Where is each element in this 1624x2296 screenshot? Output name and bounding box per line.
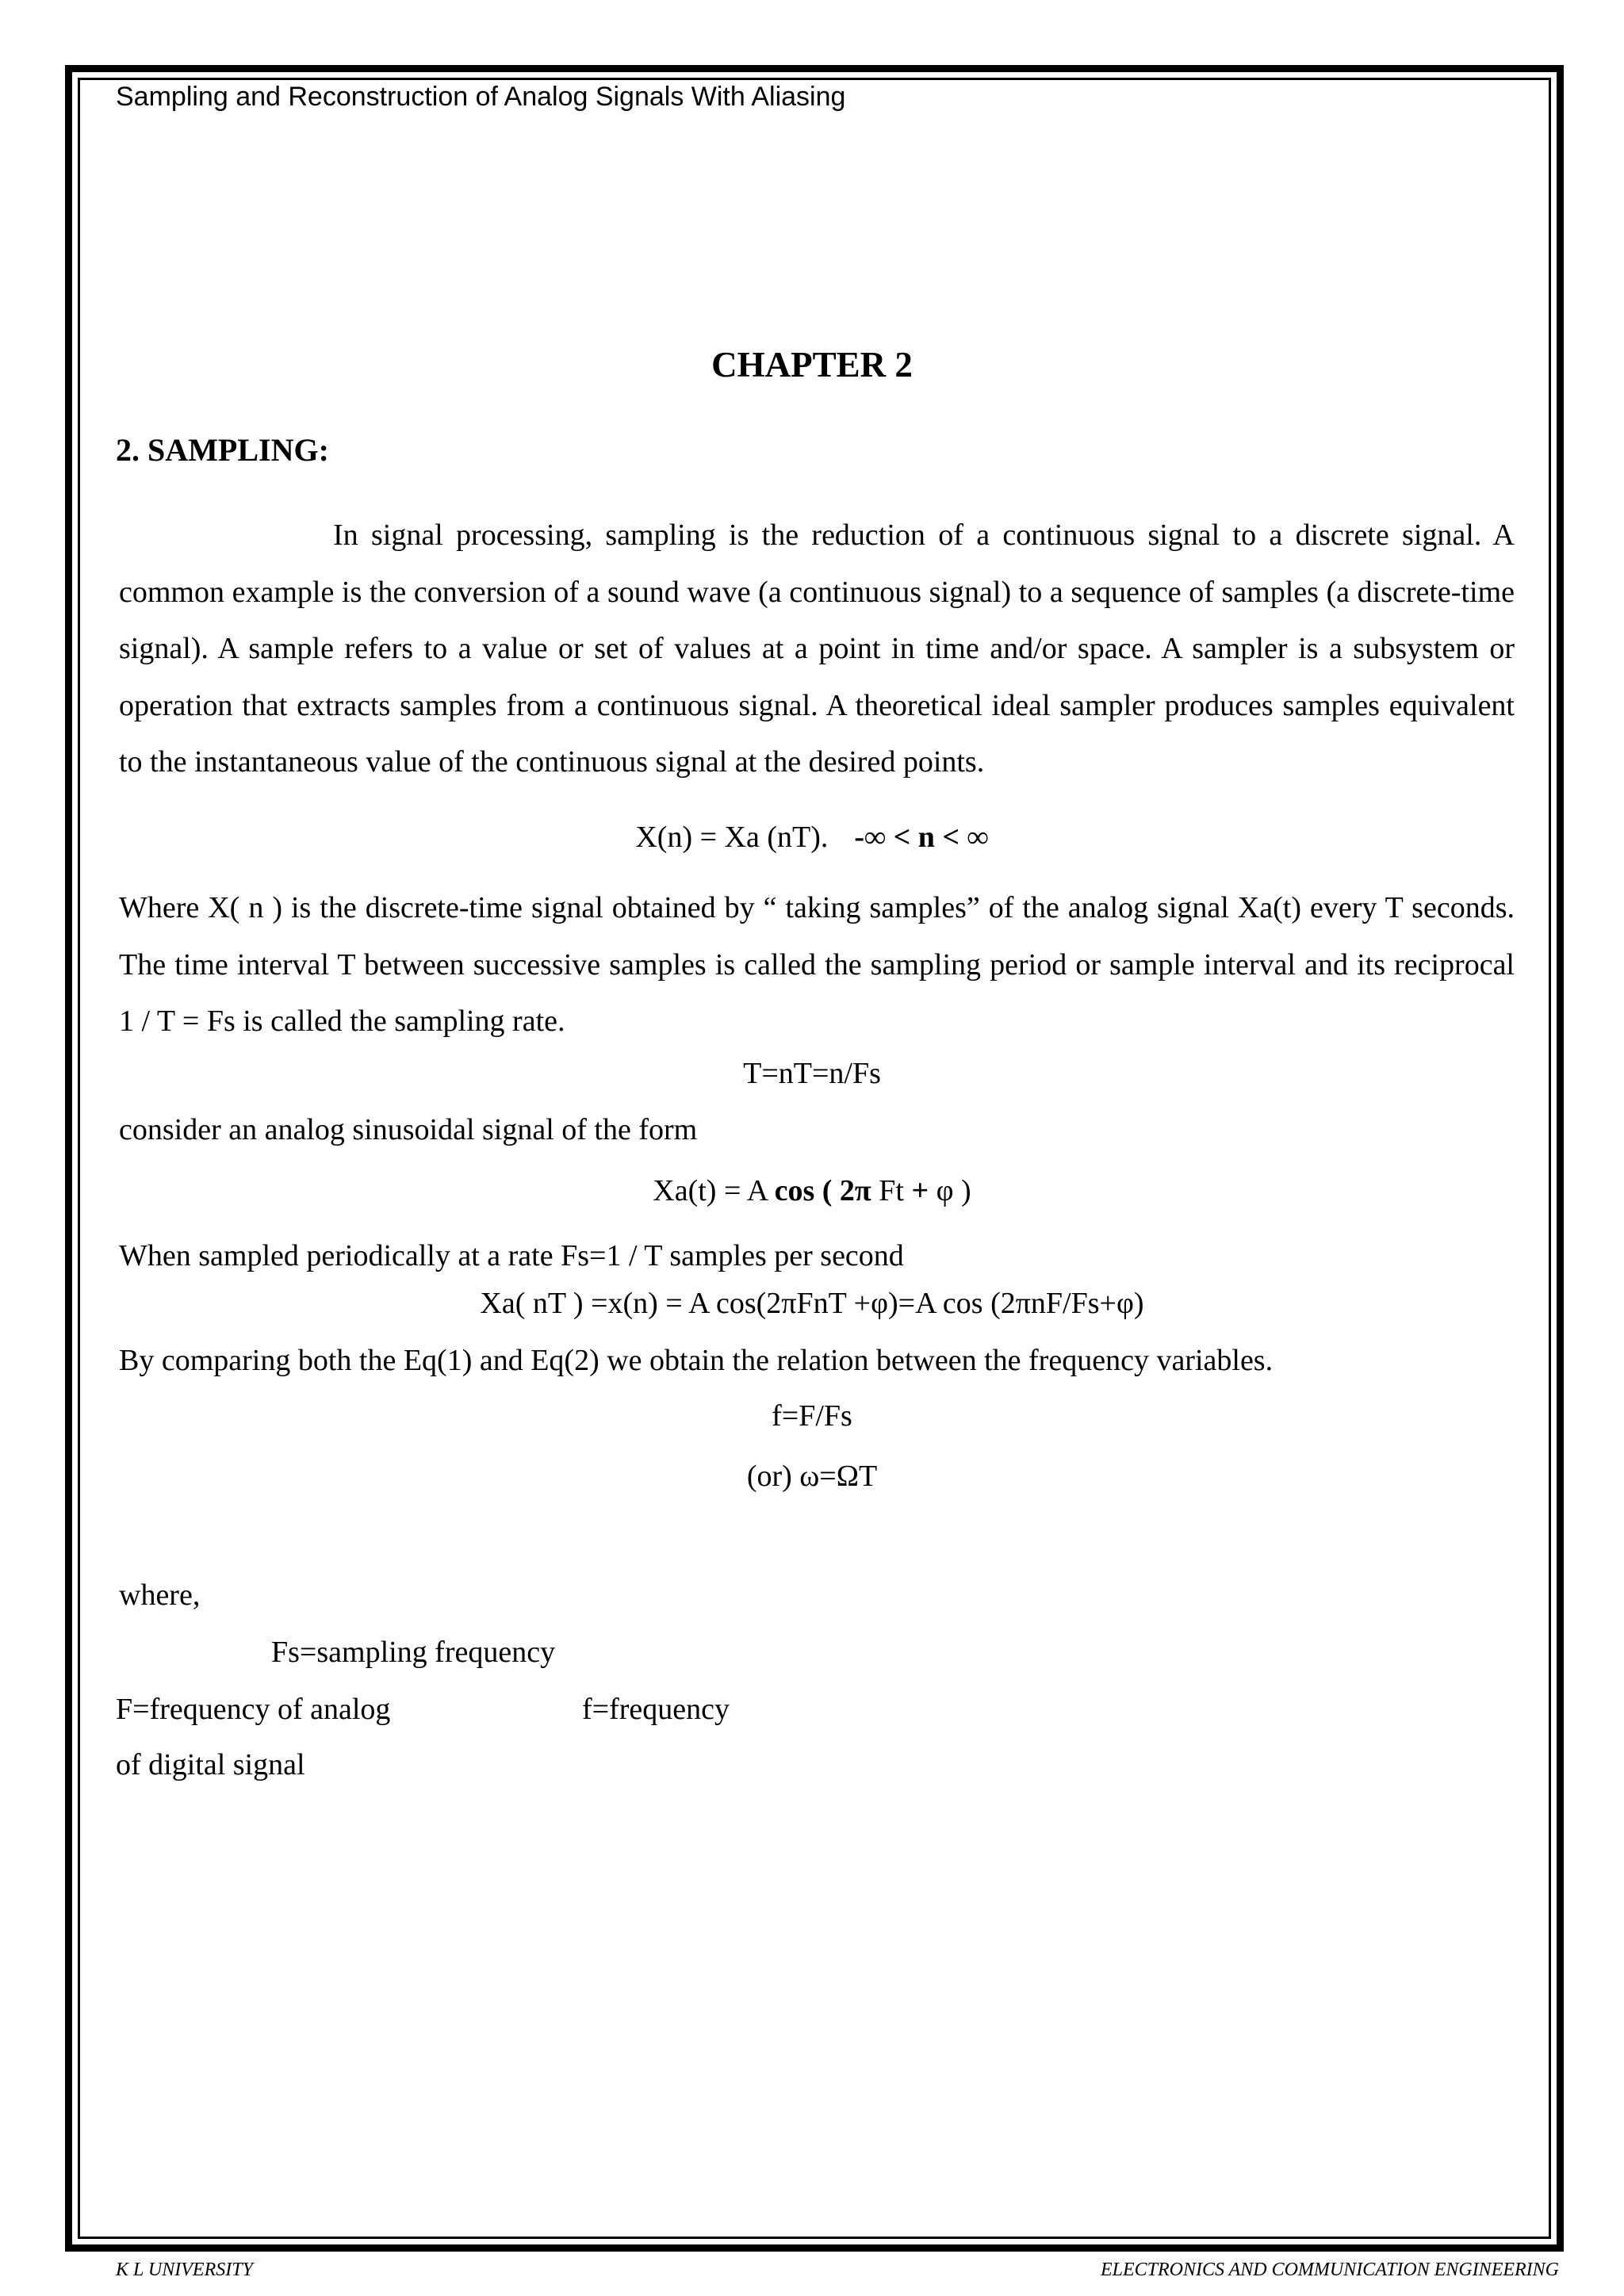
sampled-text: When sampled periodically at a rate Fs=1 / T samples per second: [119, 1239, 904, 1272]
definition-analog-frequency: F=frequency of analog: [116, 1693, 391, 1726]
equation-f: f=F/Fs: [772, 1399, 852, 1433]
definition-digital-signal: of digital signal: [116, 1748, 305, 1781]
where-paragraph: Where X( n ) is the discrete-time signal obtained by “ taking samples” of the analog signal Xa(t) every T seconds. The time interval T between successive samples is called the sampling period or sample interval and its reciprocal 1 / T = Fs is called the sampling rate.: [119, 891, 1515, 1038]
consider-text: consider an analog sinusoidal signal of the form: [119, 1113, 698, 1146]
comparing-text: By comparing both the Eq(1) and Eq(2) we obtain the relation between the frequency variables.: [119, 1344, 1274, 1377]
where-paragraph-block: [119, 880, 1515, 1050]
intro-paragraph-block: [119, 507, 1515, 791]
equation-sampling-main: X(n) = Xa (nT).: [635, 821, 829, 854]
page-border-inner: [78, 78, 1551, 2239]
equation-t: T=nT=n/Fs: [743, 1057, 881, 1090]
eq2-mid: Ft: [871, 1174, 912, 1207]
equation-analog-signal: [0, 1172, 1624, 1210]
eq2-post: φ ): [929, 1174, 971, 1207]
equation-omega: (or) ω=ΩT: [746, 1460, 878, 1493]
definition-digital-frequency: f=frequency: [582, 1693, 730, 1726]
intro-paragraph: In signal processing, sampling is the reduction of a continuous signal to a discrete signal. A common example is the conversion of a sound wave (a continuous signal) to a sequence of samples (a discrete-time signal). A sample refers to a value or set of values at a point in time and/or space. A sampler is a subsystem or operation that extracts samples from a continuous signal. A theoretical ideal sampler produces samples equivalent to the instantaneous value of the continuous signal at the desired points.: [119, 519, 1515, 779]
equation-sampling: [0, 818, 1624, 856]
running-header: Sampling and Reconstruction of Analog Signals With Aliasing: [116, 82, 846, 112]
equation-sampled-signal: Xa( nT ) =x(n) = A cos(2πFnT +φ)=A cos (2πnF/Fs+φ): [480, 1287, 1144, 1320]
footer-university: K L UNIVERSITY: [116, 2260, 253, 2280]
where-label: where,: [119, 1578, 201, 1612]
eq2-cos: cos ( 2π: [774, 1174, 871, 1207]
chapter-title: CHAPTER 2: [711, 345, 913, 385]
footer-department: ELECTRONICS AND COMMUNICATION ENGINEERING: [1100, 2260, 1559, 2280]
eq2-pre: Xa(t) = A: [653, 1174, 775, 1207]
section-heading: 2. SAMPLING:: [116, 432, 329, 468]
equation-sampling-range: -∞ < n < ∞: [854, 821, 989, 854]
definition-fs: Fs=sampling frequency: [271, 1636, 556, 1669]
eq2-plus: +: [911, 1174, 929, 1207]
